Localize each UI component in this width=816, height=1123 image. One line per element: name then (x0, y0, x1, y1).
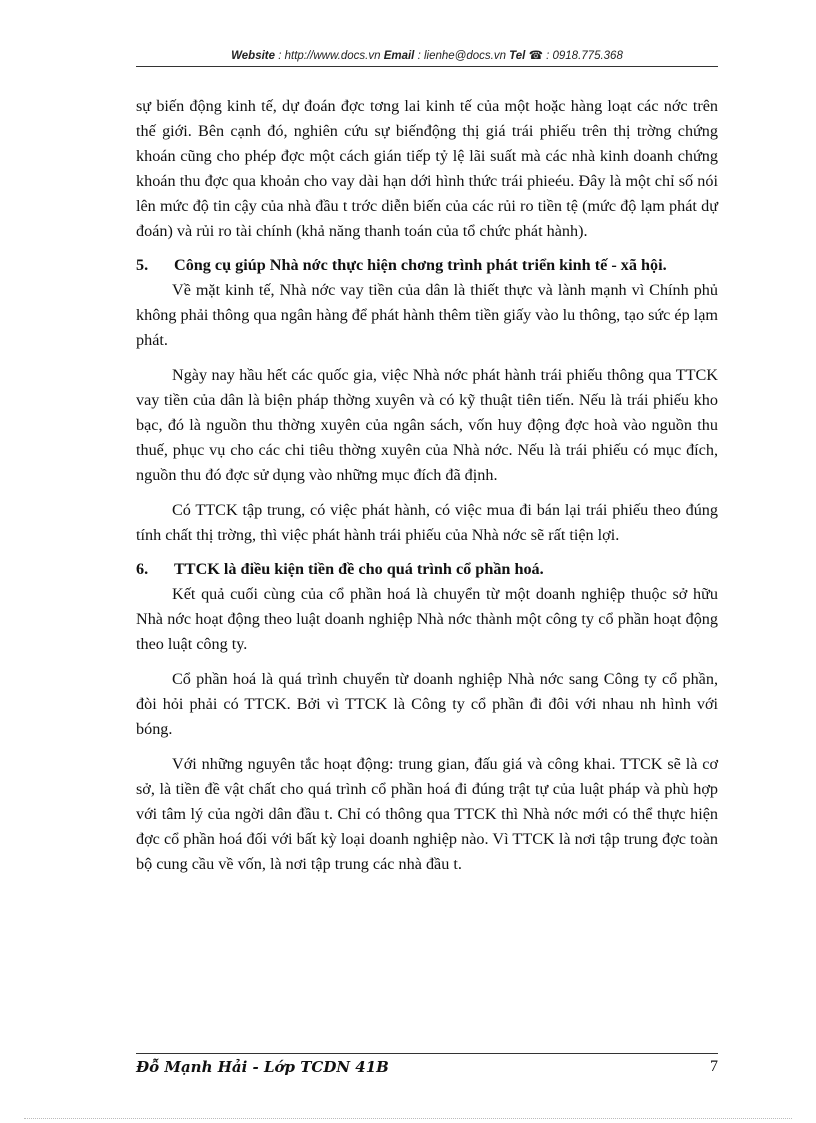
section-5-paragraph-1: Về mặt kinh tế, Nhà nớc vay tiền của dân là thiết thực và lành mạnh vì Chính phủ không phải thông qua ngân hàng để phát hành thêm tiền giấy vào lu thông, tạo sức ép lạm phát. (136, 281, 718, 349)
website-label: Website (231, 50, 276, 62)
intro-paragraph: sự biến động kinh tế, dự đoán đợc tơng lai kinh tế của một hoặc hàng loạt các nớc trên thế giới. Bên cạnh đó, nghiên cứu sự biếnđộng thị giá trái phiếu trên thị trờng chứng khoán cũng cho phép đợc một cách gián tiếp tỷ lệ lãi suất mà các nhà kinh doanh chứng khoán thu đợc qua khoản cho vay dài hạn dới hình thức trái phieéu. Đây là một chỉ số nói lên mức độ tin cậy của nhà đầu t trớc diễn biến của các rủi ro tiền tệ (mức độ lạm phát dự đoán) và rủi ro tài chính (khả năng thanh toán của tổ chức phát hành). (136, 97, 718, 240)
section-5-paragraph-2: Ngày nay hầu hết các quốc gia, việc Nhà nớc phát hành trái phiếu thông qua TTCK vay tiền của dân là biện pháp thờng xuyên và có kỹ thuật tiên tiến. Nếu là trái phiếu kho bạc, đó là nguồn thu thờng xuyên của ngân sách, vốn huy động đợc hoà vào nguồn thu thuế, phục vụ cho các chi tiêu thờng xuyên của Nhà nớc. Nếu là trái phiếu có mục đích, nguồn thu đó đợc sử dụng vào những mục đích đã định. (136, 366, 718, 484)
footer-author: Đỗ Mạnh Hải - Lớp TCDN 41B (136, 1058, 389, 1076)
footer-divider (136, 1053, 718, 1054)
section-5-heading (136, 254, 718, 276)
bottom-dotted-line (24, 1118, 792, 1119)
section-6-heading (136, 558, 718, 580)
section-6-title: TTCK là điều kiện tiền đề cho quá trình cổ phần hoá. (174, 560, 544, 578)
website-value: : http://www.docs.vn (278, 50, 381, 62)
page-header (136, 48, 718, 62)
section-5-title: Công cụ giúp Nhà nớc thực hiện chơng trình phát triển kinh tế - xã hội. (174, 256, 667, 274)
tel-value: : 0918.775.368 (546, 50, 623, 62)
page-number: 7 (710, 1058, 718, 1075)
page-content (136, 94, 718, 877)
section-6-paragraph-2: Cổ phần hoá là quá trình chuyển từ doanh nghiệp Nhà nớc sang Công ty cổ phần, đòi hỏi phải có TTCK. Bởi vì TTCK là Công ty cổ phần đi đôi với nhau nh hình với bóng. (136, 670, 718, 738)
section-6-paragraph-3: Với những nguyên tắc hoạt động: trung gian, đấu giá và công khai. TTCK sẽ là cơ sở, là tiền đề vật chất cho quá trình cổ phần hoá đi đúng trật tự của luật pháp và phù hợp với tâm lý của ngời dân đầu t. Chỉ có thông qua TTCK thì Nhà nớc mới có thể thực hiện đợc cổ phần hoá đối với bất kỳ loại doanh nghiệp nào. Vì TTCK là nơi tập trung đợc toàn bộ cung cầu về vốn, là nơi tập trung các nhà đầu t. (136, 755, 718, 873)
section-6-paragraph-1: Kết quả cuối cùng của cổ phần hoá là chuyển từ một doanh nghiệp thuộc sở hữu Nhà nớc hoạt động theo luật doanh nghiệp Nhà nớc thành một công ty cổ phần hoạt động theo luật công ty. (136, 585, 718, 653)
email-value: : lienhe@docs.vn (417, 50, 506, 62)
section-5-paragraph-3: Có TTCK tập trung, có việc phát hành, có việc mua đi bán lại trái phiếu theo đúng tính chất thị trờng, thì việc phát hành trái phiếu của Nhà nớc sẽ rất tiện lợi. (136, 501, 718, 544)
email-label: Email (383, 50, 415, 62)
section-6-number: 6. (136, 560, 149, 578)
header-divider (136, 66, 718, 67)
section-5-number: 5. (136, 256, 149, 274)
phone-icon: ☎ (528, 50, 543, 62)
tel-label: Tel (509, 50, 526, 62)
page-footer (136, 1058, 718, 1076)
